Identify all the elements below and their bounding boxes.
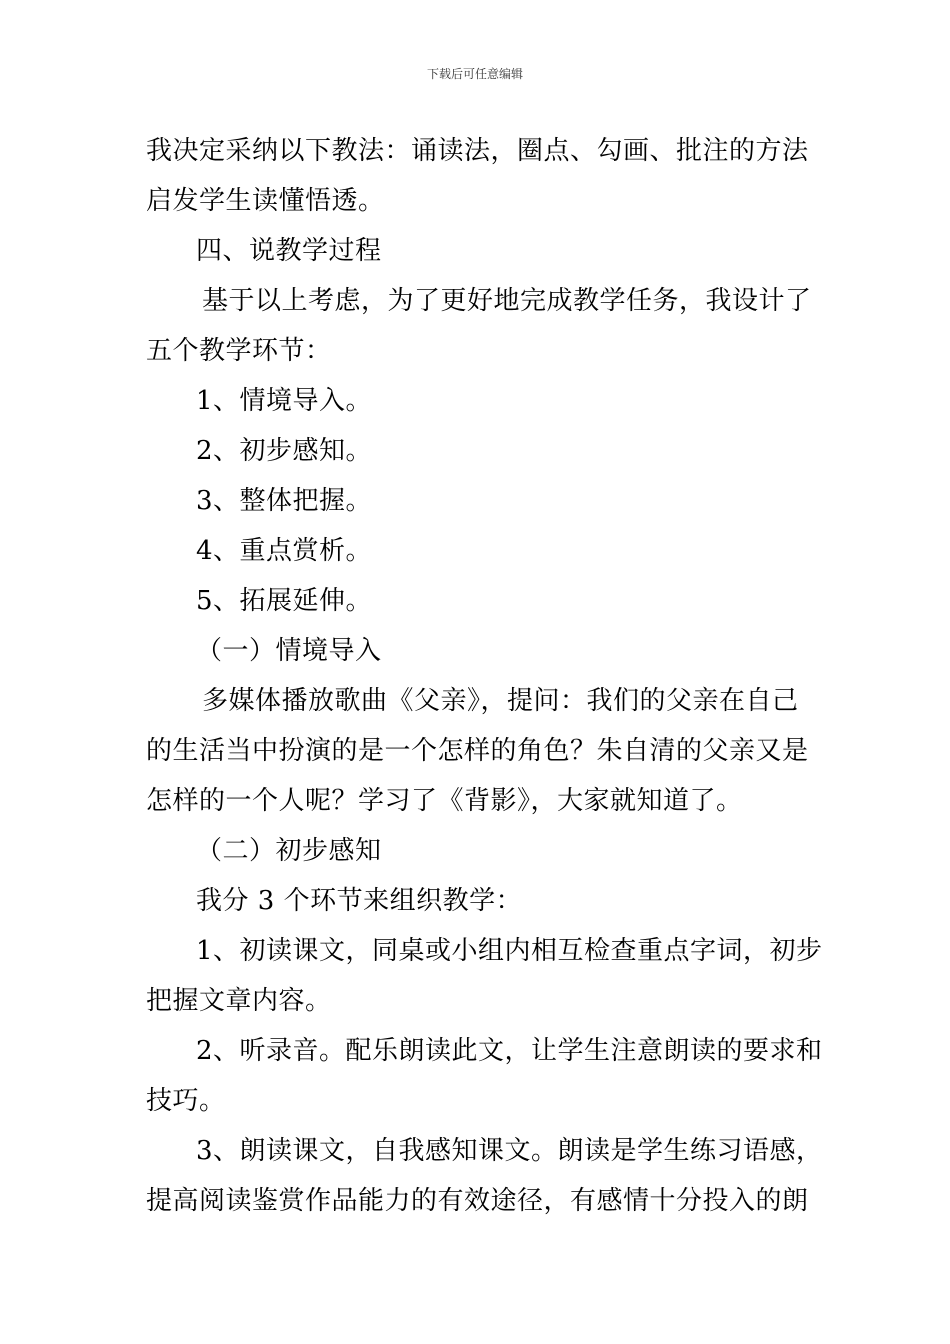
text-line: 启发学生读懂悟透。	[146, 186, 385, 216]
text-line: 提高阅读鉴赏作品能力的有效途径，有感情十分投入的朗	[146, 1186, 809, 1216]
section-heading: 四、说教学过程	[196, 236, 382, 266]
subsection-heading: （一）情境导入	[196, 636, 382, 666]
list-item: 1、初读课文，同桌或小组内相互检查重点字词，初步	[196, 936, 823, 966]
document-body	[146, 126, 823, 1226]
text-line: 把握文章内容。	[146, 986, 332, 1016]
text-line: 基于以上考虑，为了更好地完成教学任务，我设计了	[202, 286, 812, 316]
list-item: 2、初步感知。	[196, 436, 373, 466]
list-item: 3、朗读课文，自我感知课文。朗读是学生练习语感，	[196, 1136, 823, 1166]
text-line: 五个教学环节：	[146, 336, 332, 366]
text-line: 我分 3 个环节来组织教学：	[196, 886, 523, 916]
text-line: 多媒体播放歌曲《父亲》，提问：我们的父亲在自己	[202, 686, 799, 716]
text-line: 的生活当中扮演的是一个怎样的角色？朱自清的父亲又是	[146, 736, 809, 766]
list-item: 4、重点赏析。	[196, 536, 373, 566]
list-item: 1、情境导入。	[196, 386, 373, 416]
text-line: 怎样的一个人呢？学习了《背影》，大家就知道了。	[146, 786, 743, 816]
page-header: 下载后可任意编辑	[426, 67, 523, 81]
list-item: 2、听录音。配乐朗读此文，让学生注意朗读的要求和	[196, 1036, 823, 1066]
text-line: 我决定采纳以下教法：诵读法，圈点、勾画、批注的方法	[146, 136, 809, 166]
list-item: 3、整体把握。	[196, 486, 373, 516]
subsection-heading: （二）初步感知	[196, 836, 382, 866]
text-line: 技巧。	[146, 1086, 226, 1116]
list-item: 5、拓展延伸。	[196, 586, 373, 616]
